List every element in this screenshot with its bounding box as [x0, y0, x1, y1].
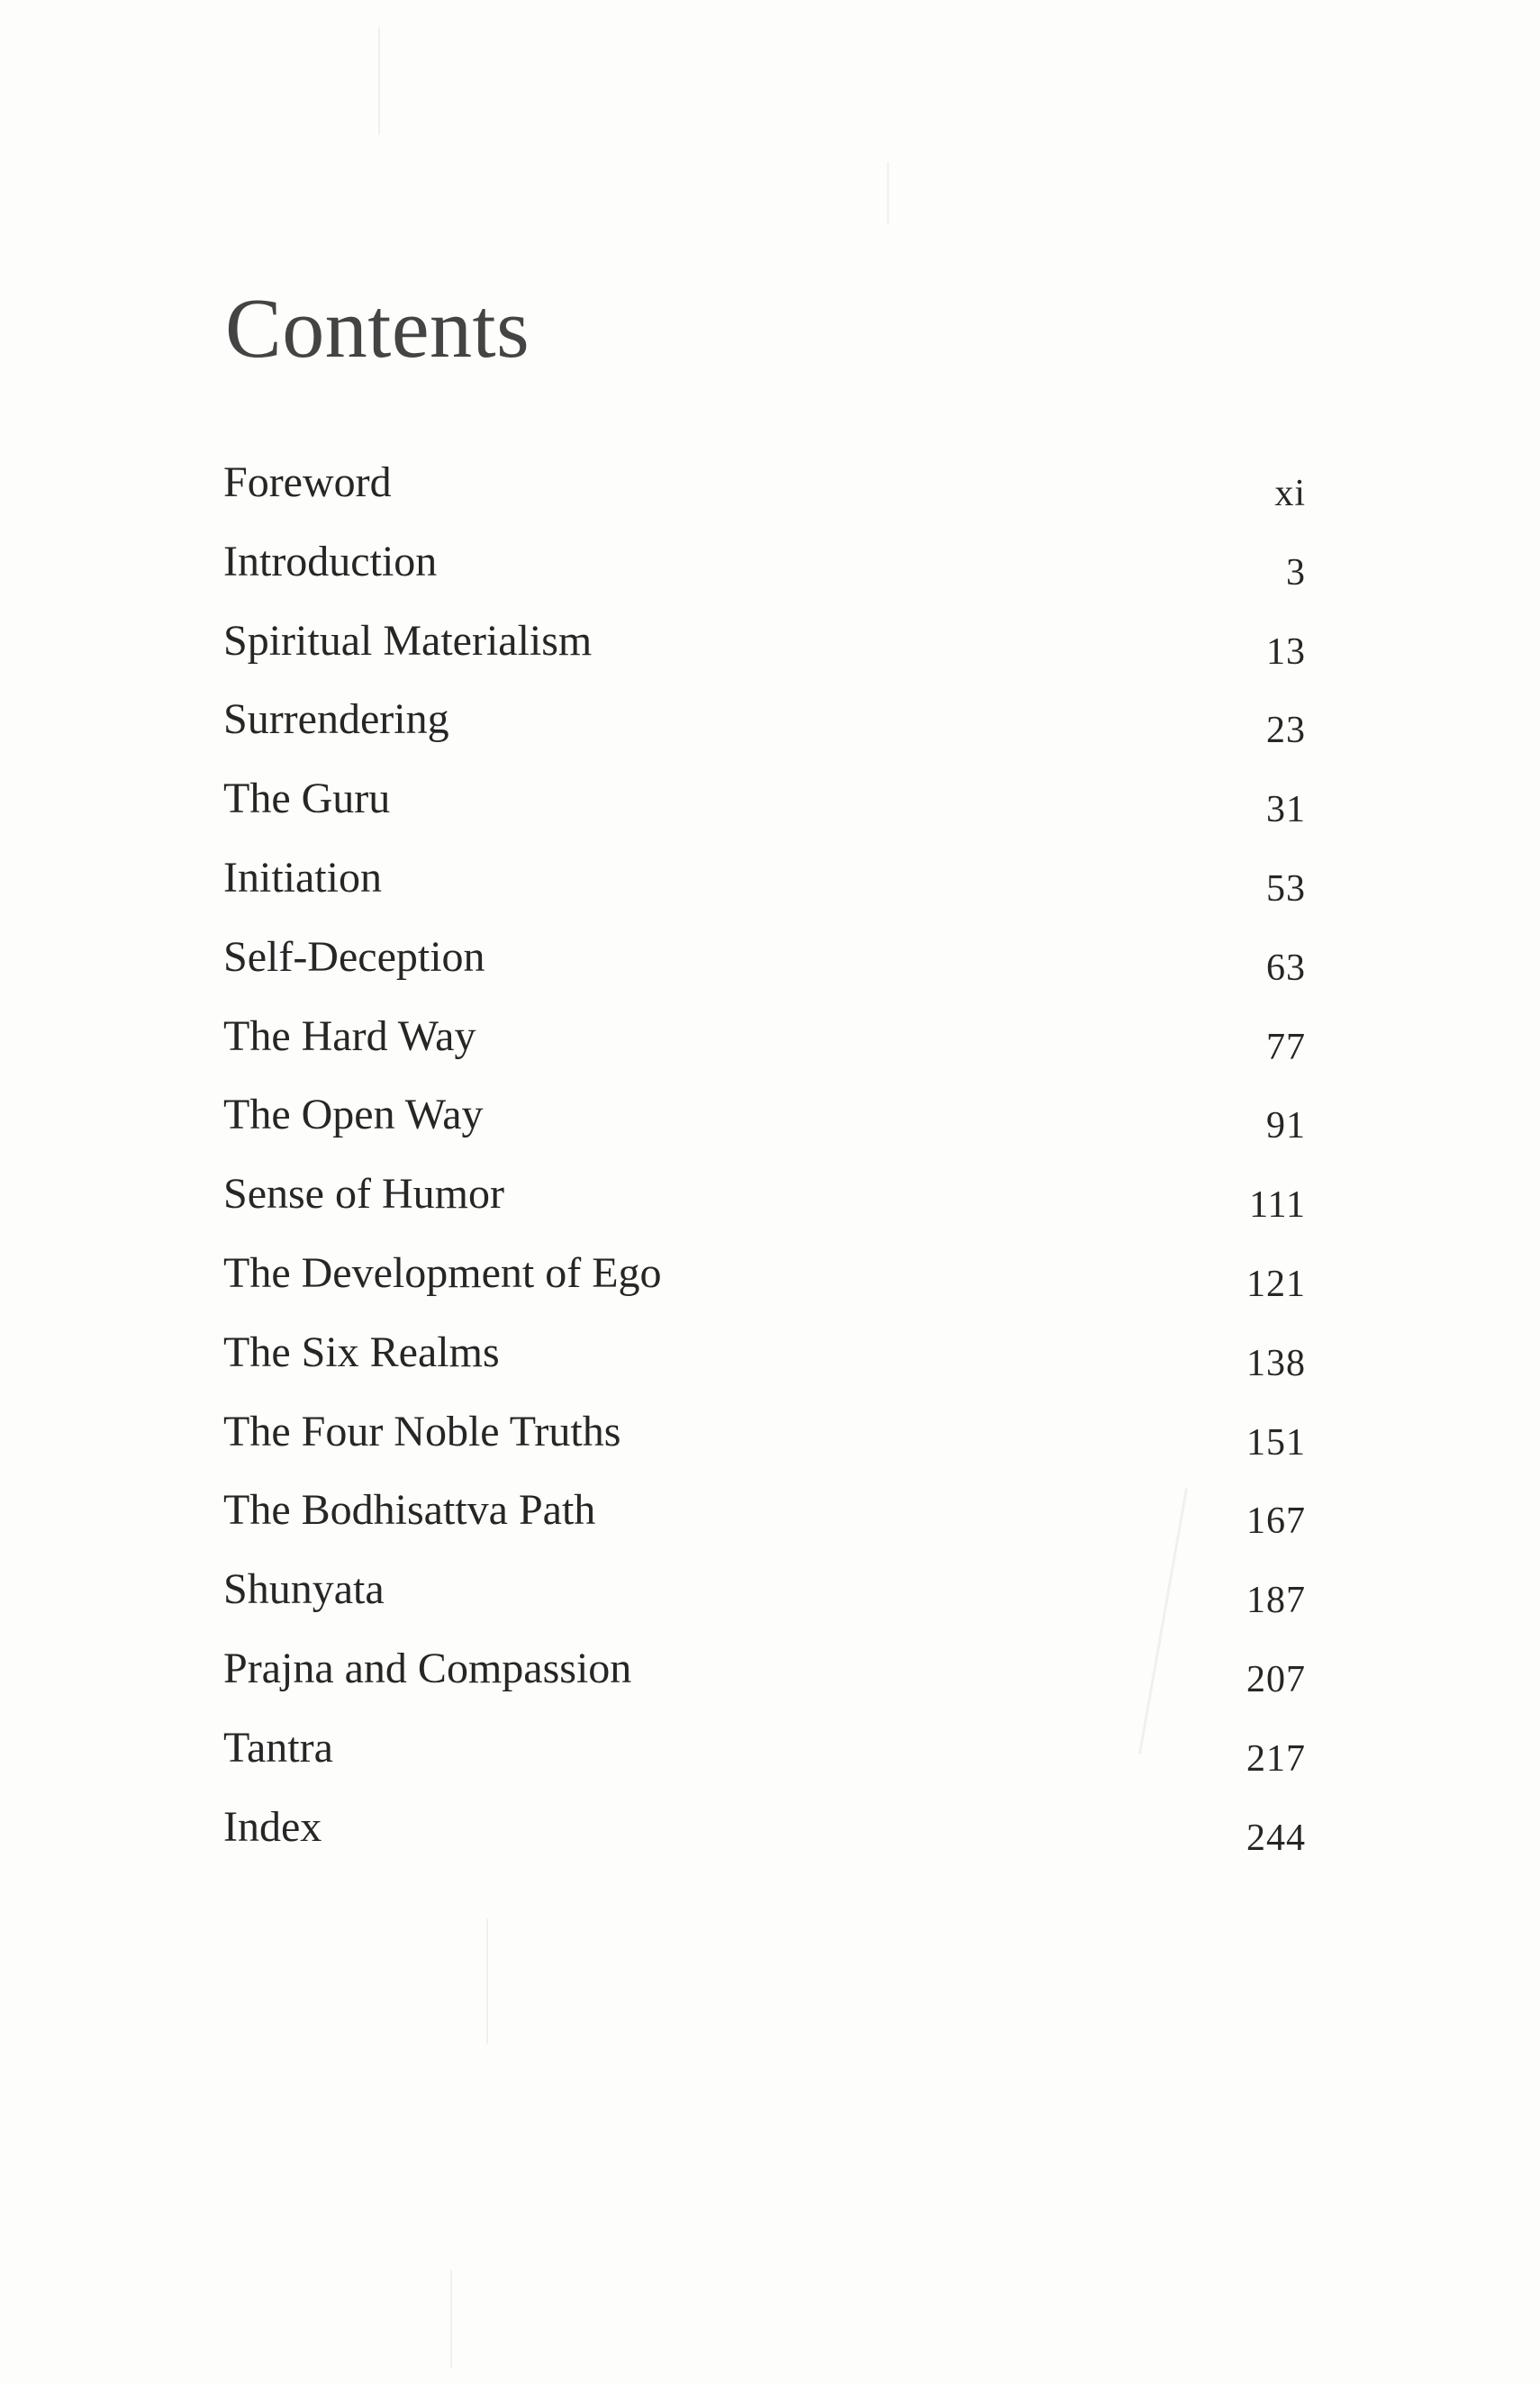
- toc-entry-title: The Hard Way: [223, 1011, 476, 1060]
- toc-entry[interactable]: [223, 932, 1306, 1015]
- toc-entry-page: 91: [1266, 1105, 1306, 1147]
- toc-entry-page: 3: [1286, 551, 1306, 594]
- toc-entry[interactable]: [223, 458, 1306, 540]
- toc-entry[interactable]: [223, 537, 1306, 620]
- toc-entry-page: 138: [1246, 1342, 1306, 1384]
- toc-entry-page: 13: [1266, 630, 1306, 673]
- toc-entry-page: 217: [1246, 1737, 1306, 1780]
- toc-entry[interactable]: [223, 853, 1306, 936]
- toc-entry-title: The Six Realms: [223, 1328, 500, 1376]
- toc-entry-title: Self-Deception: [223, 932, 485, 981]
- toc-entry-title: Surrendering: [223, 695, 449, 744]
- toc-entry[interactable]: [223, 1407, 1306, 1490]
- toc-entry[interactable]: [223, 1565, 1306, 1647]
- toc-entry[interactable]: [223, 616, 1306, 699]
- toc-entry-title: Index: [223, 1802, 322, 1851]
- toc-entry-page: 111: [1249, 1184, 1306, 1227]
- toc-entry[interactable]: [223, 1328, 1306, 1410]
- toc-entry[interactable]: [223, 1486, 1306, 1568]
- toc-entry-title: The Development of Ego: [223, 1248, 662, 1297]
- toc-entry[interactable]: [223, 1170, 1306, 1252]
- toc-entry-page: 53: [1266, 867, 1306, 910]
- toc-entry-title: The Guru: [223, 775, 391, 823]
- scan-mark: [486, 1918, 488, 2044]
- toc-entry-title: Prajna and Compassion: [223, 1644, 632, 1692]
- toc-entry-page: 31: [1266, 789, 1306, 831]
- toc-entry[interactable]: [223, 1248, 1306, 1331]
- page-title: Contents: [225, 282, 530, 376]
- toc-entry[interactable]: [223, 1093, 1306, 1173]
- toc-entry[interactable]: [223, 1011, 1306, 1094]
- toc-entry-page: 23: [1266, 710, 1306, 752]
- toc-entry-page: 77: [1266, 1026, 1306, 1068]
- scan-mark: [450, 2270, 452, 2369]
- toc-entry[interactable]: [223, 695, 1306, 777]
- toc-entry-title: The Open Way: [223, 1091, 484, 1139]
- toc-entry-page: 63: [1266, 947, 1306, 989]
- toc-entry-title: Introduction: [223, 537, 438, 585]
- table-of-contents: [223, 458, 1306, 1884]
- scan-mark: [378, 27, 380, 135]
- toc-entry-title: Initiation: [223, 853, 382, 902]
- toc-entry[interactable]: [223, 1723, 1306, 1806]
- toc-entry-title: Sense of Humor: [223, 1170, 504, 1219]
- toc-entry-title: Spiritual Materialism: [223, 616, 593, 665]
- toc-entry-page: xi: [1274, 473, 1306, 514]
- toc-entry[interactable]: [223, 777, 1306, 857]
- toc-entry-page: 187: [1246, 1580, 1306, 1622]
- toc-entry-page: 244: [1246, 1817, 1306, 1859]
- toc-entry-page: 207: [1246, 1658, 1306, 1700]
- toc-entry-page: 151: [1246, 1421, 1306, 1464]
- toc-entry[interactable]: [223, 1802, 1306, 1885]
- toc-entry-title: Foreword: [223, 458, 392, 506]
- toc-entry-title: The Bodhisattva Path: [223, 1486, 596, 1535]
- toc-entry-page: 121: [1246, 1263, 1306, 1305]
- toc-entry-page: 167: [1246, 1500, 1306, 1543]
- toc-entry-title: The Four Noble Truths: [223, 1407, 621, 1455]
- toc-entry-title: Shunyata: [223, 1565, 385, 1614]
- toc-entry-title: Tantra: [223, 1723, 333, 1772]
- scan-mark: [887, 162, 889, 225]
- toc-entry[interactable]: [223, 1644, 1306, 1727]
